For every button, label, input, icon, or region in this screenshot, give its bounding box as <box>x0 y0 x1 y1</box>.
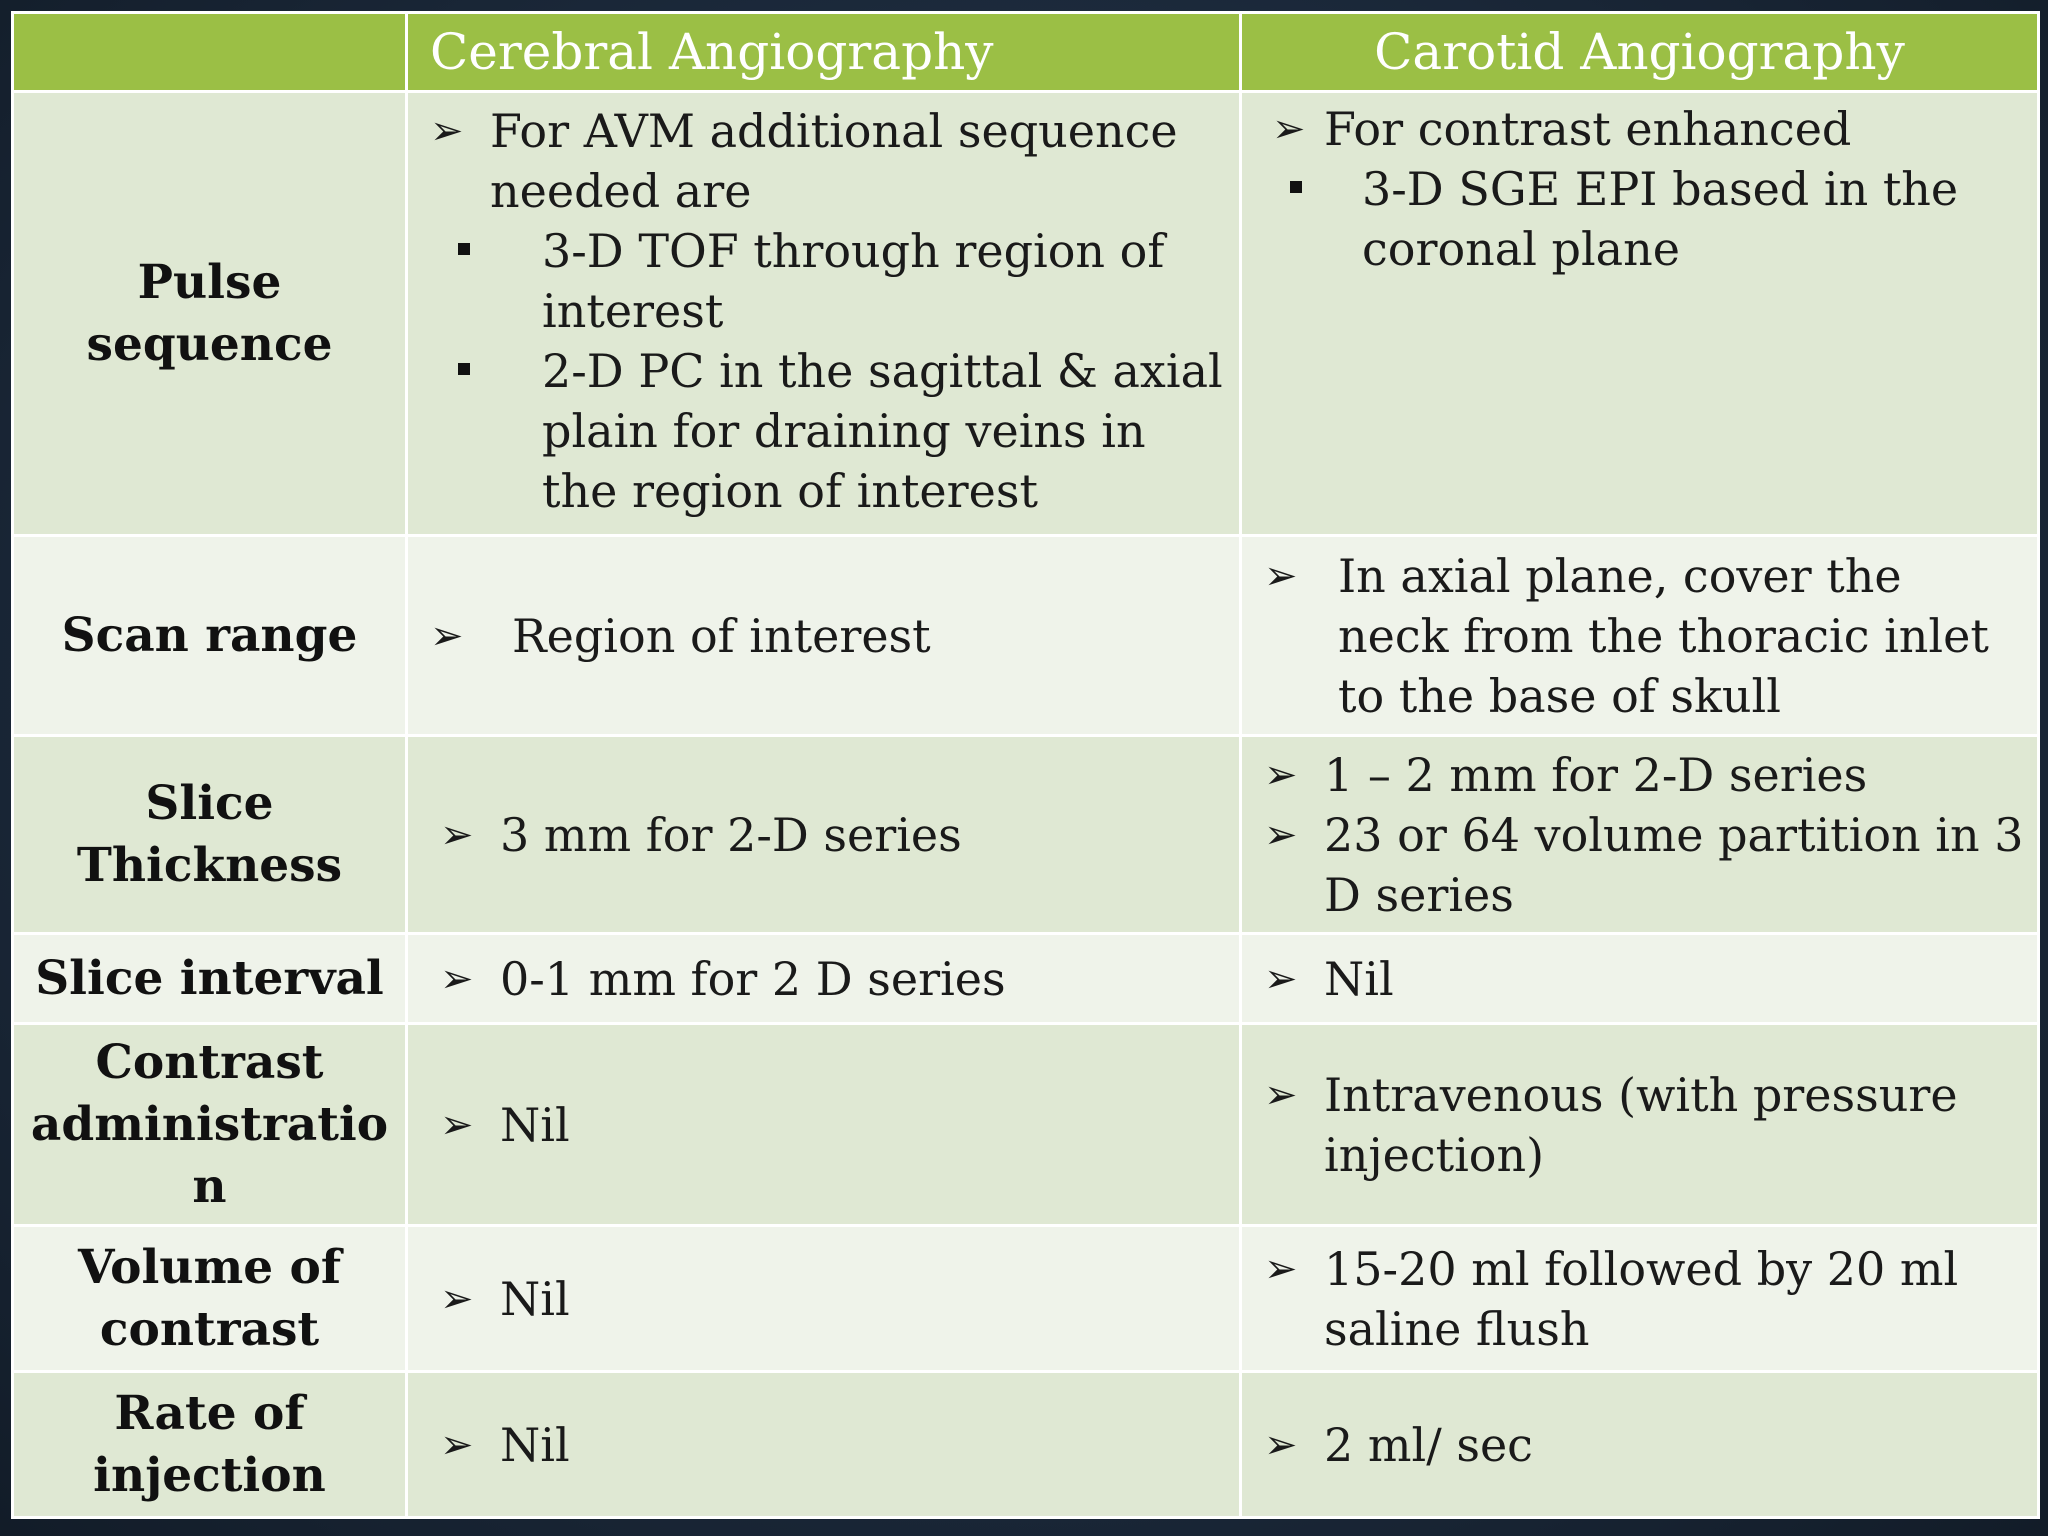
cerebral-cell <box>407 536 1241 736</box>
item-text: Nil <box>500 1097 570 1152</box>
header-row <box>13 13 2039 92</box>
row-label: Contrast administratio n <box>13 1024 407 1226</box>
arrow-bullet-icon: ➢ <box>1264 1071 1298 1118</box>
item-text: 3 mm for 2-D series <box>500 807 962 862</box>
cerebral-cell <box>407 1024 1241 1226</box>
item-text: In axial plane, cover the neck from the thoracic inlet to the base of skull <box>1338 548 1989 723</box>
row-rate-of-injection <box>13 1372 2039 1518</box>
item-text: Nil <box>500 1271 570 1326</box>
item-text: Intravenous (with pressure injection) <box>1324 1067 1958 1182</box>
cerebral-cell <box>407 1226 1241 1372</box>
header-cerebral: Cerebral Angiography <box>407 13 1241 92</box>
list-item <box>408 1415 1239 1475</box>
comparison-table <box>11 11 2040 1519</box>
row-label: Slice interval <box>13 934 407 1024</box>
carotid-cell <box>1241 1372 2039 1518</box>
list-item <box>1242 99 2021 159</box>
carotid-cell <box>1241 1024 2039 1226</box>
arrow-bullet-icon: ➢ <box>1264 1421 1298 1468</box>
item-text: 23 or 64 volume partition in 3 D series <box>1324 807 2024 922</box>
carotid-cell <box>1241 736 2039 934</box>
list-item <box>1242 745 2025 805</box>
item-text: Nil <box>500 1417 570 1472</box>
item-text: 3-D TOF through region of interest <box>542 224 1165 338</box>
row-pulse-sequence <box>13 92 2039 536</box>
list-item <box>408 606 1239 666</box>
row-scan-range <box>13 536 2039 736</box>
arrow-bullet-icon: ➢ <box>1264 955 1298 1002</box>
arrow-bullet-icon: ➢ <box>440 1275 474 1322</box>
list-item <box>408 805 1239 865</box>
arrow-bullet-icon: ➢ <box>1272 106 1306 152</box>
cerebral-cell <box>407 92 1241 536</box>
row-label: Volume of contrast <box>13 1226 407 1372</box>
header-empty-cell <box>13 13 407 92</box>
item-text: 0-1 mm for 2 D series <box>500 951 1006 1006</box>
list-item <box>1242 546 2025 726</box>
row-label: Rate of injection <box>13 1372 407 1518</box>
item-text: Region of interest <box>512 608 931 663</box>
item-text: Nil <box>1324 951 1394 1006</box>
arrow-bullet-icon: ➢ <box>1264 811 1298 858</box>
list-item <box>1242 1239 2037 1359</box>
item-text: 1 – 2 mm for 2-D series <box>1324 747 1868 802</box>
cerebral-cell <box>407 1372 1241 1518</box>
square-bullet-icon <box>458 243 470 255</box>
arrow-bullet-icon: ➢ <box>1264 552 1298 599</box>
sub-item <box>408 341 1223 521</box>
item-text: 3-D SGE EPI based in the coronal plane <box>1362 162 1959 276</box>
cerebral-cell <box>407 736 1241 934</box>
row-label: Pulse sequence <box>13 92 407 536</box>
arrow-bullet-icon: ➢ <box>430 108 464 154</box>
cerebral-cell <box>407 934 1241 1024</box>
arrow-bullet-icon: ➢ <box>1264 1245 1298 1292</box>
list-item <box>408 949 1239 1009</box>
arrow-bullet-icon: ➢ <box>440 1421 474 1468</box>
list-item <box>408 1095 1239 1155</box>
row-label: Scan range <box>13 536 407 736</box>
list-item <box>408 101 1223 221</box>
arrow-bullet-icon: ➢ <box>1264 751 1298 798</box>
carotid-cell <box>1241 1226 2039 1372</box>
carotid-cell <box>1241 934 2039 1024</box>
row-contrast-administration <box>13 1024 2039 1226</box>
header-carotid: Carotid Angiography <box>1241 13 2039 92</box>
item-text: 2 ml/ sec <box>1324 1417 1533 1472</box>
item-text: 15-20 ml followed by 20 ml saline flush <box>1324 1241 1959 1356</box>
list-item <box>1242 805 2025 925</box>
list-item <box>408 1269 1239 1329</box>
arrow-bullet-icon: ➢ <box>440 811 474 858</box>
item-text: For contrast enhanced <box>1324 102 1852 156</box>
sub-item <box>1242 159 2021 279</box>
square-bullet-icon <box>1290 181 1302 193</box>
arrow-bullet-icon: ➢ <box>440 955 474 1002</box>
square-bullet-icon <box>458 363 470 375</box>
carotid-cell <box>1241 536 2039 736</box>
arrow-bullet-icon: ➢ <box>440 1101 474 1148</box>
arrow-bullet-icon: ➢ <box>430 612 464 659</box>
row-label: Slice Thickness <box>13 736 407 934</box>
item-text: 2-D PC in the sagittal & axial plain for draining veins in the region of interest <box>542 344 1223 518</box>
row-slice-interval <box>13 934 2039 1024</box>
list-item <box>1242 949 2037 1009</box>
sub-item <box>408 221 1223 341</box>
item-text: For AVM additional sequence needed are <box>490 104 1178 218</box>
list-item <box>1242 1415 2037 1475</box>
row-volume-of-contrast <box>13 1226 2039 1372</box>
row-slice-thickness <box>13 736 2039 934</box>
list-item <box>1242 1065 2037 1185</box>
carotid-cell <box>1241 92 2039 536</box>
